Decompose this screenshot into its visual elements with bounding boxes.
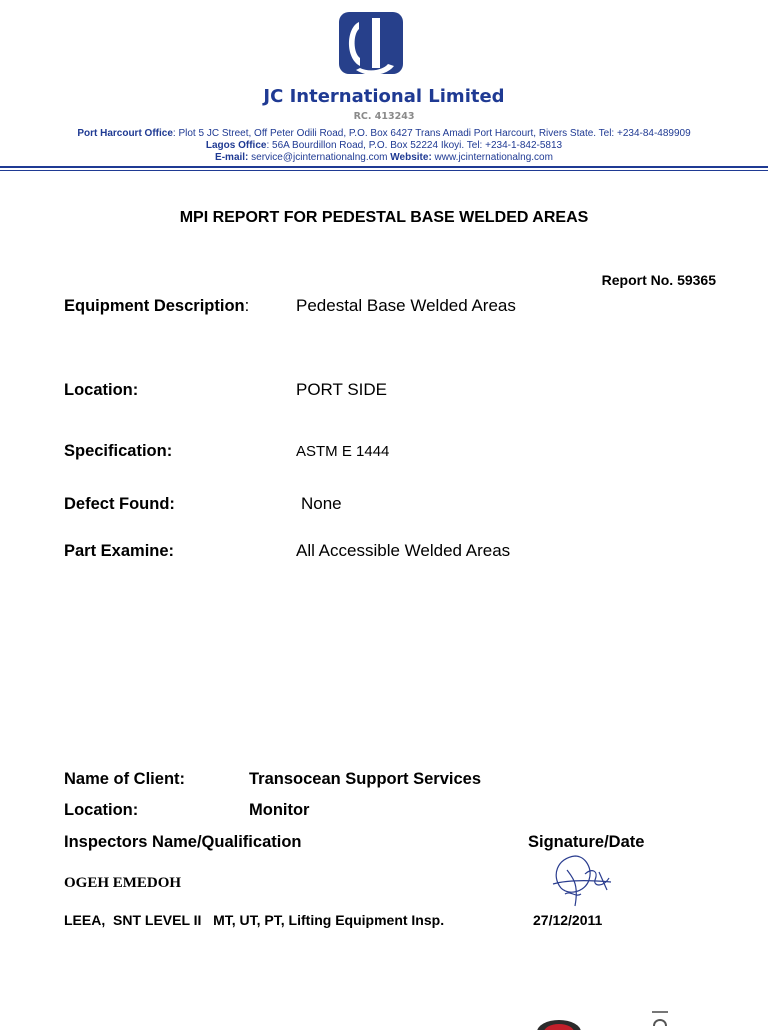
defect-found-value: None <box>301 494 342 513</box>
location-label: Location: <box>64 381 139 399</box>
registration-number: RC. 413243 <box>353 111 415 122</box>
defect-found-label: Defect Found: <box>64 495 175 513</box>
inspector-qualification: LEEA, SNT LEVEL II MT, UT, PT, Lifting Equipment Insp. <box>64 912 445 928</box>
header-rule <box>0 166 768 168</box>
lagos-label: Lagos Office <box>205 140 267 151</box>
website-text: www.jcinternationalng.com <box>431 152 553 163</box>
report-title: MPI REPORT FOR PEDESTAL BASE WELDED AREAS <box>179 209 589 226</box>
client-name-label: Name of Client: <box>64 770 186 788</box>
part-examine-value: All Accessible Welded Areas <box>296 541 511 560</box>
client-location-label: Location: <box>64 801 139 819</box>
specification-label: Specification: <box>64 442 173 460</box>
inspector-qualification-label: Inspectors Name/Qualification <box>64 833 302 851</box>
header-rule-thin <box>0 170 768 171</box>
inspector-name: OGEH EMEDOH <box>64 875 182 891</box>
report-number: Report No. 59365 <box>601 272 716 288</box>
lagos-text: : 56A Bourdillon Road, P.O. Box 52224 Ikoyi. Tel: +234-1-842-5813 <box>266 140 563 151</box>
contact-line <box>0 152 768 163</box>
handwritten-signature <box>545 850 615 910</box>
company-logo <box>336 10 406 80</box>
equipment-description-value: Pedestal Base Welded Areas <box>296 296 516 315</box>
equipment-description-label <box>64 297 249 316</box>
equipment-label-colon: : <box>244 297 250 315</box>
specification-value: ASTM E 1444 <box>296 443 390 460</box>
certification-stamp-icon <box>534 1010 584 1030</box>
equipment-label-text: Equipment Description <box>64 297 245 315</box>
lagos-address <box>0 140 768 151</box>
signature-date-label: Signature/Date <box>528 833 645 851</box>
client-name-value: Transocean Support Services <box>249 770 482 788</box>
website-label: Website: <box>390 152 432 163</box>
port-harcourt-address <box>0 128 768 139</box>
company-name: JC International Limited <box>263 86 505 107</box>
port-harcourt-label: Port Harcourt Office <box>77 128 173 139</box>
certification-mark-icon <box>648 1008 672 1028</box>
signature-date: 27/12/2011 <box>533 912 603 928</box>
part-examine-label: Part Examine: <box>64 542 175 560</box>
port-harcourt-text: : Plot 5 JC Street, Off Peter Odili Road, P.O. Box 6427 Trans Amadi Port Harcourt, Rivers State. Tel: +234-84-489909 <box>172 128 691 139</box>
email-text: service@jcinternationalng.com <box>248 152 391 163</box>
email-label: E-mail: <box>215 152 249 163</box>
location-value: PORT SIDE <box>296 380 388 399</box>
client-location-value: Monitor <box>249 801 310 819</box>
